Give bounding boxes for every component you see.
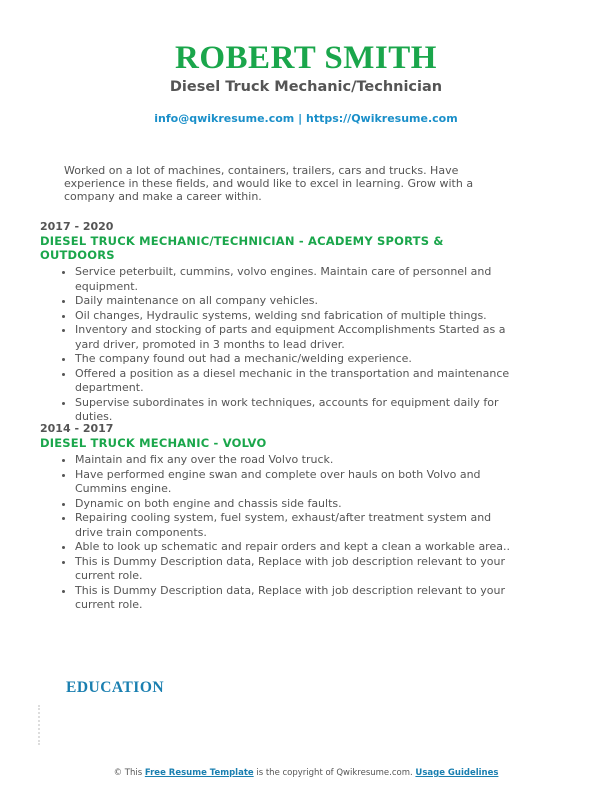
list-item: • Repairing cooling system, fuel system, exhaust/after treatment system and drive train components. <box>75 511 510 540</box>
list-item: • Supervise subordinates in work techniques, accounts for equipment daily for duties. <box>75 396 510 425</box>
summary-paragraph: Worked on a lot of machines, containers, trailers, cars and trucks. Have experience in these fields, and would like to excel in learning. Grow with a company and make a career within. <box>64 164 474 203</box>
website-link[interactable]: https://Qwikresume.com <box>305 112 458 125</box>
job-title: DIESEL TRUCK MECHANIC/TECHNICIAN - ACADEMY SPORTS & OUTDOORS <box>40 234 444 262</box>
contact-line <box>0 112 612 125</box>
job-duties-list <box>40 453 510 613</box>
dotted-divider <box>38 705 42 745</box>
list-item: • This is Dummy Description data, Replace with job description relevant to your current role. <box>75 584 510 613</box>
experience-entry <box>40 422 510 613</box>
candidate-name: ROBERT SMITH <box>175 40 437 76</box>
list-item: • Oil changes, Hydraulic systems, welding snd fabrication of multiple things. <box>75 309 510 324</box>
job-dates: 2014 - 2017 <box>40 422 114 435</box>
education-heading: EDUCATION <box>66 679 165 696</box>
footer-middle: is the copyright of Qwikresume.com. <box>256 768 413 778</box>
list-item: • Daily maintenance on all company vehicles. <box>75 294 510 309</box>
list-item: • Service peterbuilt, cummins, volvo engines. Maintain care of personnel and equipment. <box>75 265 510 294</box>
job-duties-list <box>40 265 510 425</box>
list-item: • Dynamic on both engine and chassis side faults. <box>75 497 510 512</box>
copyright-footer <box>0 768 612 778</box>
usage-guidelines-link[interactable]: Usage Guidelines <box>415 768 499 778</box>
resume-header <box>0 40 612 125</box>
candidate-title: Diesel Truck Mechanic/Technician <box>169 79 443 95</box>
list-item: • The company found out had a mechanic/welding experience. <box>75 352 510 367</box>
job-dates: 2017 - 2020 <box>40 220 114 233</box>
list-item: • This is Dummy Description data, Replace with job description relevant to your current role. <box>75 555 510 584</box>
footer-prefix: © This <box>113 768 143 778</box>
list-item: • Have performed engine swan and complete over hauls on both Volvo and Cummins engine. <box>75 468 510 497</box>
experience-entry <box>40 220 510 425</box>
list-item: • Offered a position as a diesel mechanic in the transportation and maintenance department. <box>75 367 510 396</box>
contact-separator: | <box>298 112 303 125</box>
list-item: • Maintain and fix any over the road Volvo truck. <box>75 453 510 468</box>
email-link[interactable]: info@qwikresume.com <box>154 112 295 125</box>
job-title: DIESEL TRUCK MECHANIC - VOLVO <box>40 436 267 450</box>
list-item: • Inventory and stocking of parts and equipment Accomplishments Started as a yard driver, promoted in 3 months to lead driver. <box>75 323 510 352</box>
free-resume-template-link[interactable]: Free Resume Template <box>144 768 254 778</box>
list-item: • Able to look up schematic and repair orders and kept a clean a workable area.. <box>75 540 510 555</box>
